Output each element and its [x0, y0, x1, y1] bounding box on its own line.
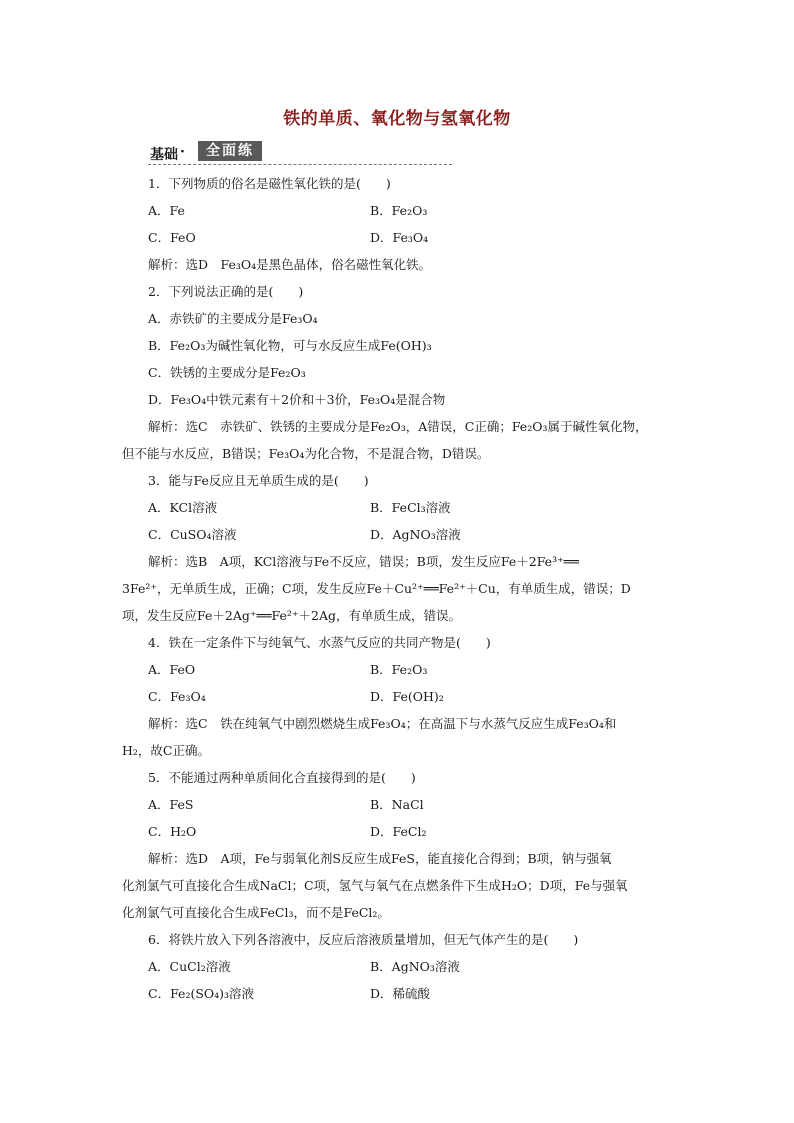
option: D．稀硫酸 [370, 986, 431, 1001]
question-stem: 4．铁在一定条件下与纯氧气、水蒸气反应的共同产物是( ) [148, 635, 491, 650]
option-row [148, 980, 658, 1007]
analysis-line: 项，发生反应Fe＋2Ag⁺══Fe²⁺＋2Ag，有单质生成，错误。 [122, 608, 461, 623]
option: B．FeCl₃溶液 [370, 500, 451, 515]
analysis-line: 解析：选D A项，Fe与弱氧化剂S反应生成FeS，能直接化合得到；B项，钠与强氧 [148, 851, 612, 866]
option-row [148, 521, 658, 548]
option-row [148, 818, 658, 845]
option: B．AgNO₃溶液 [370, 959, 460, 974]
section-header [148, 140, 452, 164]
option: D．Fe₃O₄ [370, 230, 429, 245]
page-title: 铁的单质、氧化物与氢氧化物 [283, 109, 511, 129]
option: A．FeS [148, 797, 194, 812]
question-stem: 6．将铁片放入下列各溶液中，反应后溶液质量增加，但无气体产生的是( ) [148, 932, 579, 947]
section-label: 基础 [150, 147, 178, 163]
option: C．H₂O [148, 824, 197, 839]
option: B．Fe₂O₃ [370, 662, 428, 677]
question-stem: 5．不能通过两种单质间化合直接得到的是( ) [148, 770, 416, 785]
option: B．Fe₂O₃ [370, 203, 428, 218]
option-row [148, 197, 658, 224]
analysis-line: 化剂氯气可直接化合生成NaCl；C项，氢气与氧气在点燃条件下生成H₂O；D项，Fe与强氧 [122, 878, 628, 893]
analysis-line: 解析：选C 赤铁矿、铁锈的主要成分是Fe₂O₃，A错误，C正确；Fe₂O₃属于碱性氧化物， [148, 419, 648, 434]
option: C．CuSO₄溶液 [148, 527, 237, 542]
analysis-line: 解析：选D Fe₃O₄是黑色晶体，俗名磁性氧化铁。 [148, 257, 432, 272]
option-row [148, 494, 658, 521]
analysis-line: H₂，故C正确。 [122, 743, 210, 758]
question-list [122, 170, 658, 1007]
option: A．KCl溶液 [148, 500, 218, 515]
option: C．Fe₃O₄ [148, 689, 206, 704]
option: A．CuCl₂溶液 [148, 959, 231, 974]
option-row [148, 683, 658, 710]
analysis-line: 但不能与水反应，B错误；Fe₃O₄为化合物，不是混合物，D错误。 [122, 446, 490, 461]
option: C．FeO [148, 230, 196, 245]
option: C．Fe₂(SO₄)₃溶液 [148, 986, 255, 1001]
question-stem: 3．能与Fe反应且无单质生成的是( ) [148, 473, 369, 488]
section-badge: 全面练 [198, 141, 262, 161]
option-row [148, 656, 658, 683]
option-row [148, 224, 658, 251]
analysis-line: 解析：选B A项，KCl溶液与Fe不反应，错误；B项，发生反应Fe＋2Fe³⁺══ [148, 554, 579, 569]
option-row [148, 953, 658, 980]
option: D．AgNO₃溶液 [370, 527, 461, 542]
option: D．FeCl₂ [370, 824, 427, 839]
question-stem: 2．下列说法正确的是( ) [148, 284, 304, 299]
option: A．赤铁矿的主要成分是Fe₃O₄ [148, 311, 318, 326]
option: D．Fe(OH)₂ [370, 689, 444, 704]
option: B．Fe₂O₃为碱性氧化物，可与水反应生成Fe(OH)₃ [148, 338, 432, 353]
option: C．铁锈的主要成分是Fe₂O₃ [148, 365, 306, 380]
analysis-line: 解析：选C 铁在纯氧气中剧烈燃烧生成Fe₃O₄；在高温下与水蒸气反应生成Fe₃O₄和 [148, 716, 617, 731]
option: D．Fe₃O₄中铁元素有＋2价和＋3价，Fe₃O₄是混合物 [148, 392, 446, 407]
option: A．FeO [148, 662, 196, 677]
option-row [148, 791, 658, 818]
section-divider [148, 164, 452, 165]
section-dot: · [180, 144, 185, 160]
analysis-line: 化剂氯气可直接化合生成FeCl₃，而不是FeCl₂。 [122, 905, 390, 920]
analysis-line: 3Fe²⁺，无单质生成，正确；C项，发生反应Fe＋Cu²⁺══Fe²⁺＋Cu，有单质生成，错误；D [122, 581, 631, 596]
option: B．NaCl [370, 797, 424, 812]
question-stem: 1．下列物质的俗名是磁性氧化铁的是( ) [148, 176, 391, 191]
option: A．Fe [148, 203, 185, 218]
